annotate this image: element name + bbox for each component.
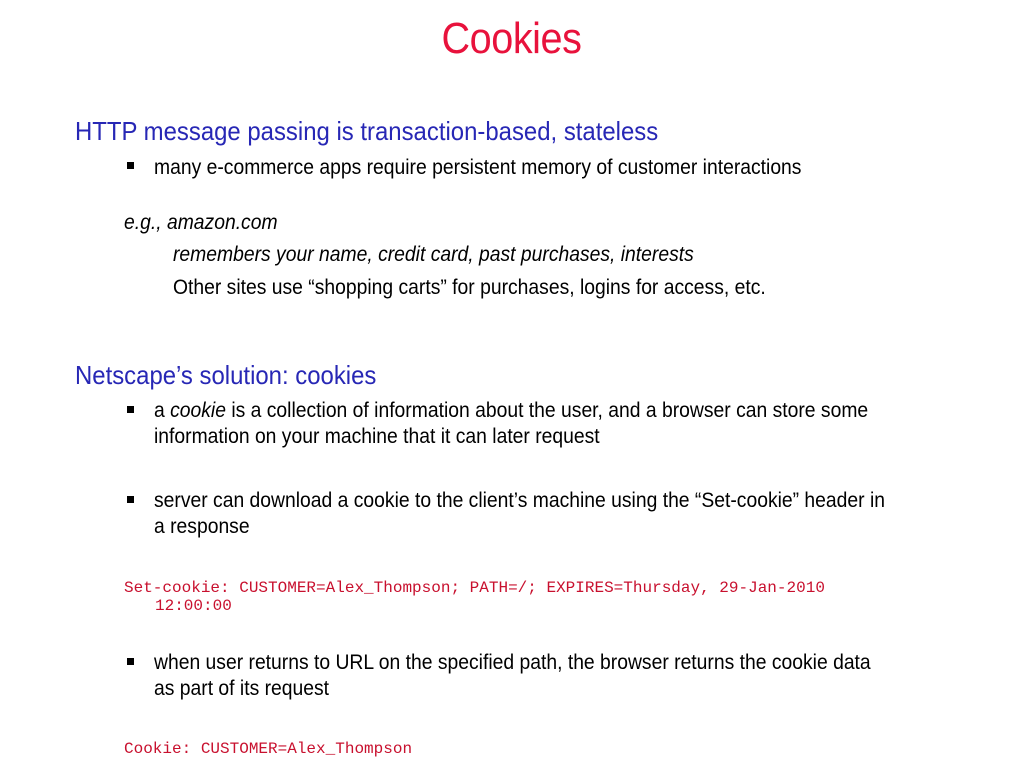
bullet-ecommerce: many e-commerce apps require persistent memory of customer interactions: [154, 156, 802, 179]
section-heading-http: HTTP message passing is transaction-based, stateless: [75, 116, 659, 146]
bullet-user-returns: when user returns to URL on the specified path, the browser returns the cookie data: [154, 651, 871, 674]
section-heading-netscape: Netscape’s solution: cookies: [75, 360, 377, 390]
bullet-cookie-definition-line2: information on your machine that it can later request: [154, 425, 600, 448]
code-set-cookie: Set-cookie: CUSTOMER=Alex_Thompson; PATH=/; EXPIRES=Thursday, 29-Jan-2010: [124, 579, 825, 597]
bullet-user-returns-line2: as part of its request: [154, 677, 330, 700]
bullet-square-icon: [127, 496, 134, 503]
bullet-cookie-prefix: a: [154, 399, 171, 422]
bullet-cookie-rest: is a collection of information about the user, and a browser can store some: [225, 399, 869, 422]
bullet-square-icon: [127, 406, 134, 413]
example-line-other-sites: Other sites use “shopping carts” for purchases, logins for access, etc.: [173, 276, 766, 299]
bullet-server-download-line2: a response: [154, 515, 250, 538]
bullet-cookie-definition: [154, 398, 868, 424]
bullet-square-icon: [127, 658, 134, 665]
example-line-amazon: remembers your name, credit card, past purchases, interests: [173, 243, 694, 266]
code-set-cookie-line2: 12:00:00: [155, 597, 232, 615]
bullet-server-download: server can download a cookie to the client’s machine using the “Set-cookie” header in: [154, 489, 886, 512]
code-cookie: Cookie: CUSTOMER=Alex_Thompson: [124, 740, 413, 758]
example-label: e.g., amazon.com: [124, 211, 278, 234]
cookie-term: cookie: [170, 399, 226, 422]
slide-title: Cookies: [441, 14, 582, 63]
bullet-square-icon: [127, 162, 134, 169]
